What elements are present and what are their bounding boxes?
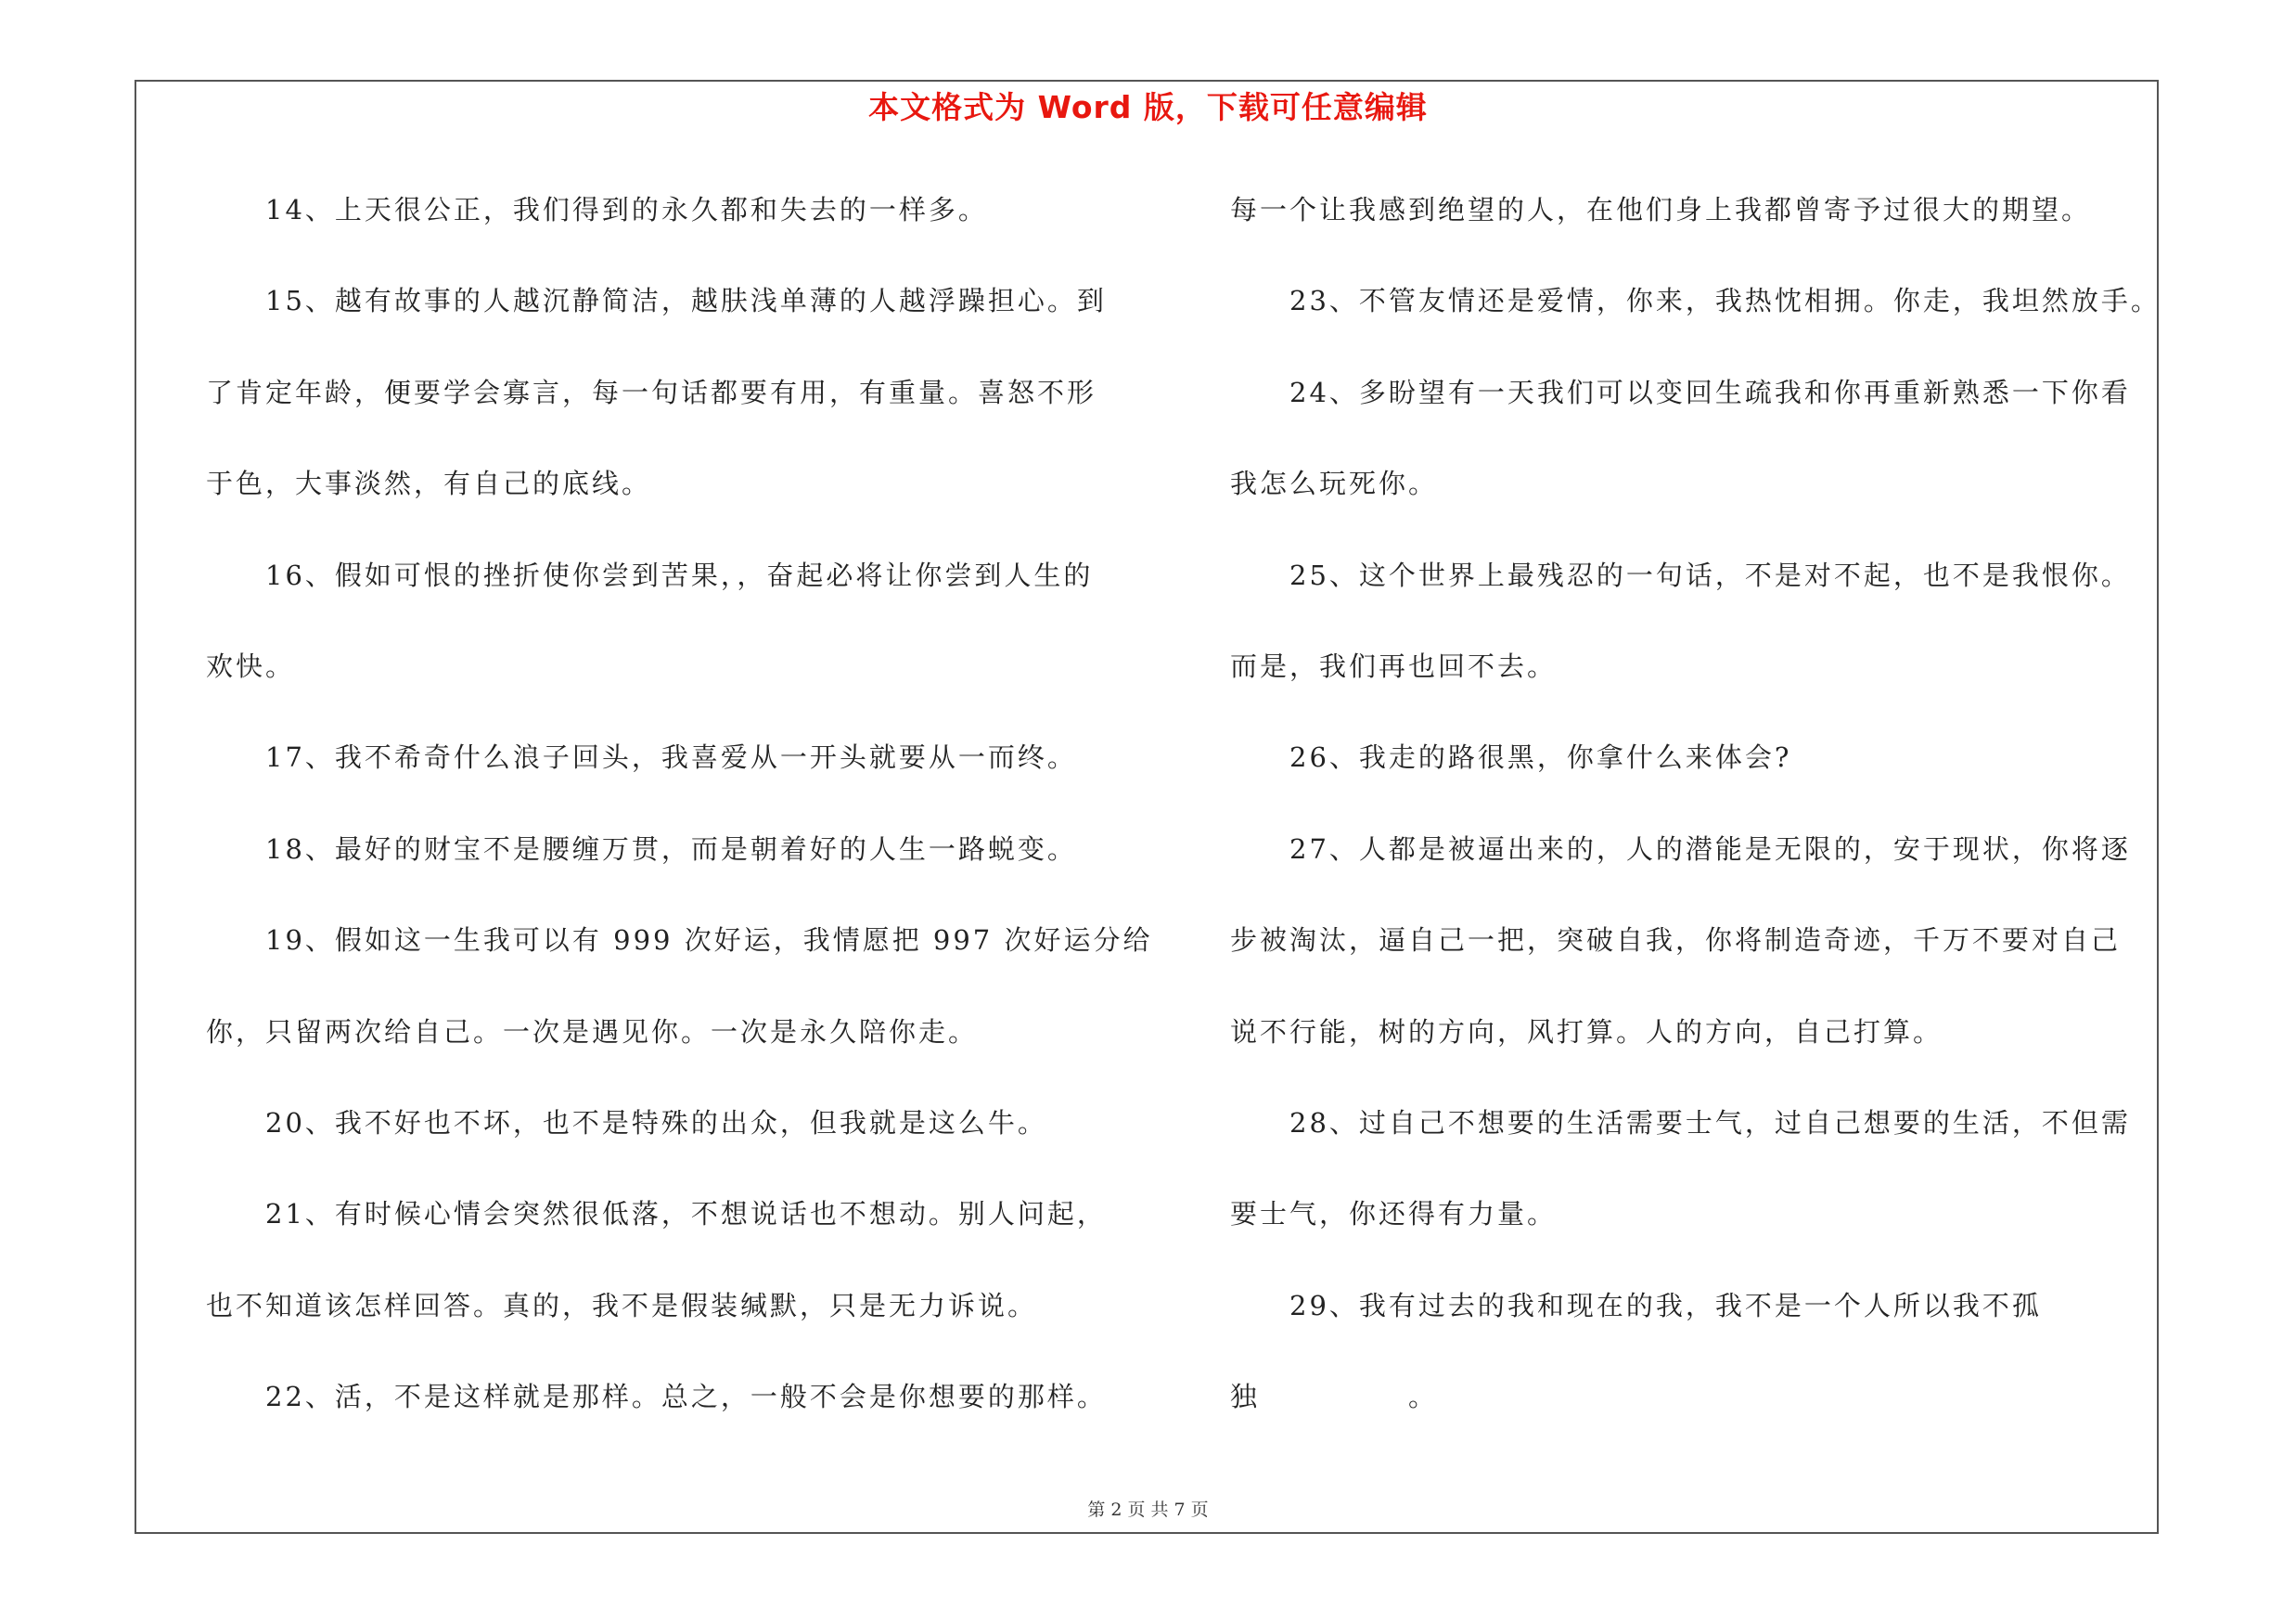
text-line: 18、最好的财宝不是腰缠万贯，而是朝着好的人生一路蜕变。	[265, 832, 1077, 865]
text-line: 独 。	[1230, 1381, 1439, 1413]
text-line: 21、有时候心情会突然很低落，不想说话也不想动。别人问起，	[265, 1198, 1107, 1230]
text-line: 我怎么玩死你。	[1230, 468, 1439, 500]
text-line: 19、假如这一生我可以有 999 次好运，我情愿把 997 次好运分给	[265, 924, 1153, 957]
page-number: 第 2 页 共 7 页	[1087, 1500, 1209, 1520]
text-line: 25、这个世界上最残忍的一句话，不是对不起，也不是我恨你。	[1289, 559, 2131, 591]
text-line: 说不行能，树的方向，风打算。人的方向，自己打算。	[1230, 1015, 1943, 1048]
text-line: 20、我不好也不坏，也不是特殊的出众，但我就是这么牛。	[265, 1106, 1047, 1139]
text-line: 要士气，你还得有力量。	[1230, 1198, 1558, 1230]
text-line: 于色，大事淡然，有自己的底线。	[206, 468, 652, 500]
text-line: 26、我走的路很黑，你拿什么来体会?	[1289, 741, 1792, 774]
text-line: 22、活，不是这样就是那样。总之，一般不会是你想要的那样。	[265, 1381, 1107, 1413]
text-line: 16、假如可恨的挫折使你尝到苦果，，奋起必将让你尝到人生的	[265, 559, 1094, 591]
text-line: 17、我不希奇什么浪子回头，我喜爱从一开头就要从一而终。	[265, 741, 1077, 774]
text-line: 也不知道该怎样回答。真的，我不是假装缄默，只是无力诉说。	[206, 1289, 1038, 1321]
text-line: 27、人都是被逼出来的，人的潜能是无限的，安于现状，你将逐	[1289, 832, 2131, 865]
text-line: 了肯定年龄，便要学会寡言，每一句话都要有用，有重量。喜怒不形	[206, 376, 1097, 408]
text-line: 29、我有过去的我和现在的我，我不是一个人所以我不孤	[1289, 1289, 2042, 1321]
right-column	[1230, 182, 2167, 1460]
text-line: 而是，我们再也回不去。	[1230, 650, 1558, 682]
text-line: 你，只留两次给自己。一次是遇见你。一次是永久陪你走。	[206, 1015, 979, 1048]
text-line: 步被淘汰，逼自己一把，突破自我，你将制造奇迹，千万不要对自己	[1230, 924, 2122, 957]
format-banner: 本文格式为 Word 版，下载可任意编辑	[868, 89, 1428, 125]
text-line: 欢快。	[206, 650, 296, 682]
text-line: 15、越有故事的人越沉静简洁，越肤浅单薄的人越浮躁担心。到	[265, 285, 1107, 317]
text-line: 每一个让我感到绝望的人，在他们身上我都曾寄予过很大的期望。	[1230, 194, 2092, 225]
text-line: 28、过自己不想要的生活需要士气，过自己想要的生活，不但需	[1289, 1106, 2131, 1139]
text-line: 24、多盼望有一天我们可以变回生疏我和你再重新熟悉一下你看	[1289, 376, 2131, 408]
text-line: 23、不管友情还是爱情，你来，我热忱相拥。你走，我坦然放手。	[1289, 285, 2161, 317]
text-line: 14、上天很公正，我们得到的永久都和失去的一样多。	[265, 194, 988, 225]
left-column	[206, 182, 1152, 1460]
